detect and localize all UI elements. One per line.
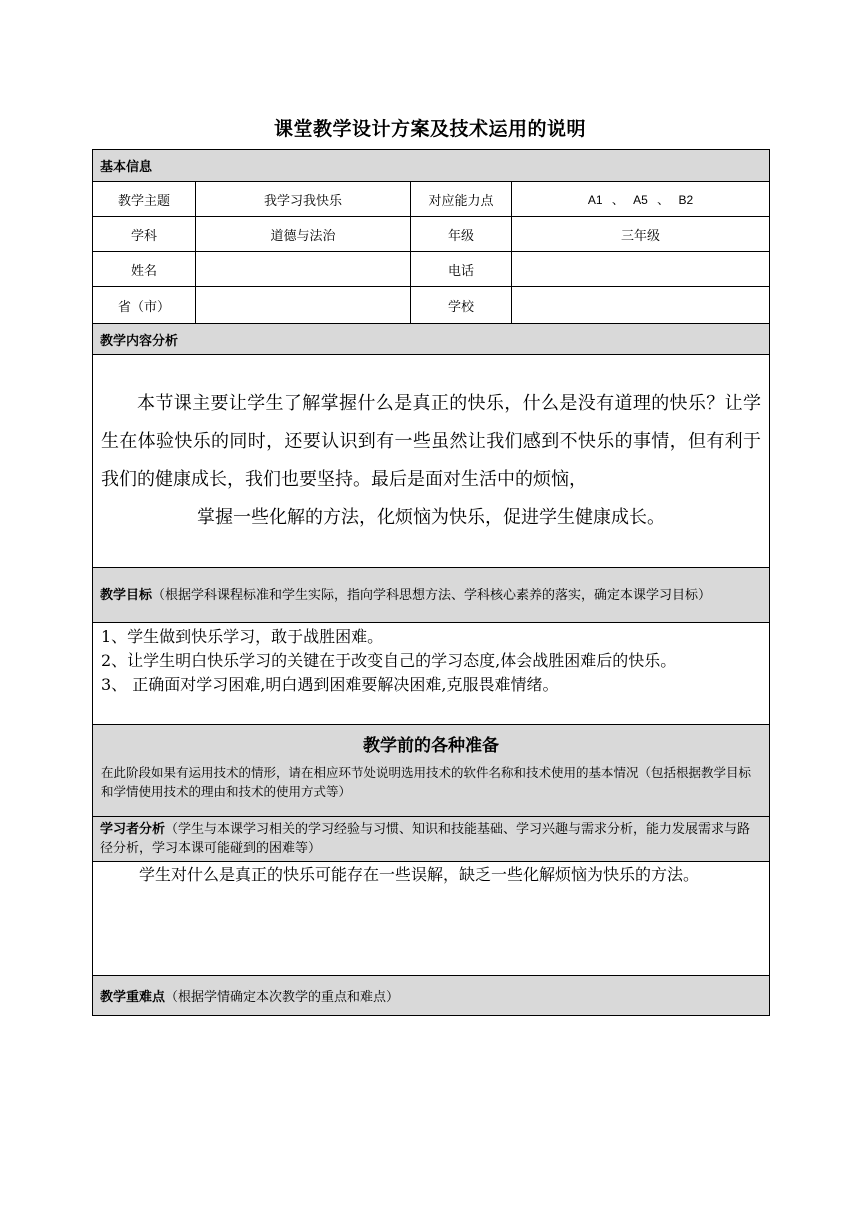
value-province[interactable] (196, 287, 411, 324)
label-ability-point: 对应能力点 (411, 182, 512, 217)
info-row-name (93, 252, 770, 287)
content-analysis-header-row (93, 324, 770, 355)
learner-analysis-row (93, 862, 770, 976)
preparation-title: 教学前的各种准备 (363, 736, 499, 756)
learner-analysis-header-row (93, 817, 770, 862)
preparation-header (93, 725, 770, 817)
preparation-note: 在此阶段如果有运用技术的情形，请在相应环节处说明选用技术的软件名称和技术使用的基本情况（包括根据教学目标和学情使用技术的理由和技术的使用方式等） (101, 765, 752, 799)
key-points-header: 教学重难点（根据学情确定本次教学的重点和难点） (93, 976, 770, 1016)
info-row-topic (93, 182, 770, 217)
value-phone[interactable] (512, 252, 770, 287)
value-subject[interactable]: 道德与法治 (196, 217, 411, 252)
learner-analysis-paragraph: 学生对什么是真正的快乐可能存在一些误解，缺乏一些化解烦恼为快乐的方法。 (139, 865, 700, 884)
document-title: 课堂教学设计方案及技术运用的说明 (273, 118, 586, 140)
info-row-province (93, 287, 770, 324)
objective-item: 3、 正确面对学习困难,明白遇到困难要解决困难,克服畏难情绪。 (101, 675, 559, 694)
value-grade[interactable]: 三年级 (512, 217, 770, 252)
label-province: 省（市） (93, 287, 196, 324)
content-analysis-last-line: 掌握一些化解的方法，化烦恼为快乐，促进学生健康成长。 (197, 507, 665, 528)
value-name[interactable] (196, 252, 411, 287)
label-topic: 教学主题 (93, 182, 196, 217)
key-points-note: （根据学情确定本次教学的重点和难点） (165, 990, 400, 1005)
objective-item: 1、学生做到快乐学习，敢于战胜困难。 (101, 627, 384, 646)
basic-info-header: 基本信息 (93, 150, 770, 182)
learner-analysis-text[interactable] (93, 862, 770, 976)
value-topic[interactable]: 我学习我快乐 (196, 182, 411, 217)
key-points-header-row (93, 976, 770, 1016)
preparation-header-row (93, 725, 770, 817)
objective-item: 2、让学生明白快乐学习的关键在于改变自己的学习态度,体会战胜困难后的快乐。 (101, 651, 677, 670)
objectives-header: 教学目标（根据学科课程标准和学生实际，指向学科思想方法、学科核心素养的落实，确定本课学习目标） (93, 568, 770, 623)
value-ability-point[interactable]: A1 、 A5 、 B2 (512, 182, 770, 217)
label-school: 学校 (411, 287, 512, 324)
info-row-subject (93, 217, 770, 252)
content-analysis-text[interactable] (93, 355, 770, 568)
label-phone: 电话 (411, 252, 512, 287)
learner-analysis-header: 学习者分析（学生与本课学习相关的学习经验与习惯、知识和技能基础、学习兴趣与需求分析，能力发展需求与路径分析，学习本课可能碰到的困难等） (93, 817, 770, 862)
objectives-list[interactable] (93, 623, 770, 725)
learner-analysis-note: （学生与本课学习相关的学习经验与习惯、知识和技能基础、学习兴趣与需求分析，能力发展需求与路径分析，学习本课可能碰到的困难等） (100, 822, 751, 856)
lesson-plan-table (92, 149, 770, 1016)
content-analysis-paragraph: 本节课主要让学生了解掌握什么是真正的快乐，什么是没有道理的快乐？让学生在体验快乐的同时，还要认识到有一些虽然让我们感到不快乐的事情，但有利于我们的健康成长，我们也要坚持。最后是面对生活中的烦恼， (101, 393, 762, 490)
value-school[interactable] (512, 287, 770, 324)
objectives-header-row (93, 568, 770, 623)
content-analysis-header: 教学内容分析 (93, 324, 770, 355)
label-subject: 学科 (93, 217, 196, 252)
objectives-note: （根据学科课程标准和学生实际，指向学科思想方法、学科核心素养的落实，确定本课学习目标） (152, 587, 712, 603)
label-name: 姓名 (93, 252, 196, 287)
basic-info-header-row (93, 150, 770, 182)
content-analysis-row (93, 355, 770, 568)
label-grade: 年级 (411, 217, 512, 252)
objectives-row (93, 623, 770, 725)
